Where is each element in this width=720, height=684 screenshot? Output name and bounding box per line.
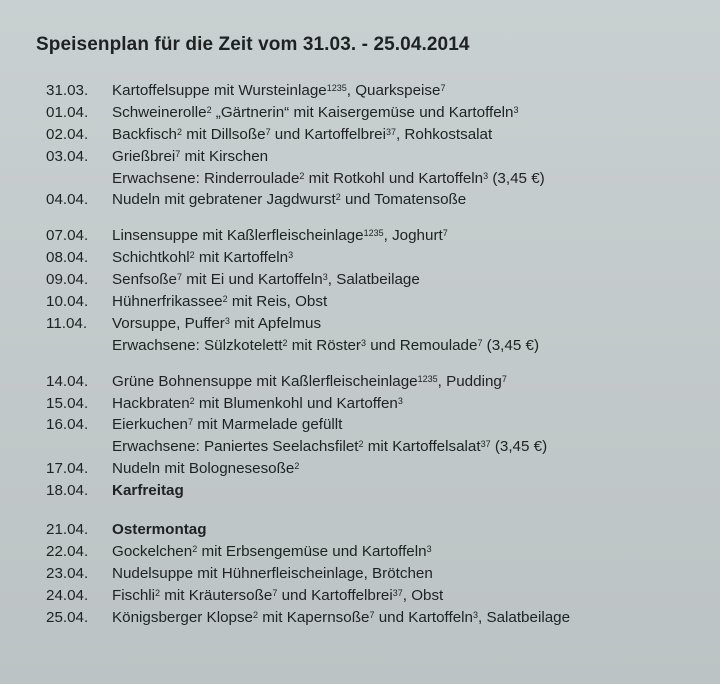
menu-date: 08.04. <box>46 249 89 267</box>
dish-text <box>112 607 706 629</box>
dish-fragment: Linsensuppe mit Kaßlerfleischeinlage <box>112 227 364 245</box>
dish-fragment: (3,45 €) <box>490 438 548 456</box>
menu-row <box>46 393 706 415</box>
menu-row <box>46 585 706 607</box>
dish-text <box>112 563 706 585</box>
menu-row <box>46 225 706 247</box>
menu-row <box>46 563 706 585</box>
allergen-footnote: 2 <box>282 337 288 348</box>
dish-fragment: mit Marmelade gefüllt <box>193 416 343 434</box>
allergen-footnote: 7 <box>265 126 271 137</box>
allergen-footnote: 2 <box>222 294 228 305</box>
dish-fragment: mit Blumenkohl und Kartoffen <box>194 394 398 412</box>
holiday-label <box>112 519 706 541</box>
menu-row <box>46 269 706 291</box>
allergen-footnote: 3 <box>472 609 478 620</box>
dish-fragment: mit Kartoffelsalat <box>363 438 481 456</box>
allergen-footnote: 2 <box>299 170 305 181</box>
menu-row <box>46 607 706 629</box>
allergen-footnote: 2 <box>335 192 341 203</box>
dish-fragment: „Gärtnerin“ mit Kaisergemüse und Kartoffeln <box>211 103 514 121</box>
menu-row-adult-option <box>46 335 706 357</box>
menu-date: 17.04. <box>46 460 89 478</box>
allergen-footnote: 2 <box>358 439 364 450</box>
allergen-footnote: 37 <box>385 126 396 137</box>
dish-fragment: (3,45 €) <box>488 169 545 187</box>
dish-text <box>112 414 706 436</box>
dish-fragment: , Pudding <box>437 372 502 390</box>
menu-date: 16.04. <box>46 416 89 434</box>
allergen-footnote: 2 <box>189 395 195 406</box>
dish-fragment: Nudeln mit Bolognesesoße <box>112 460 295 478</box>
dish-text <box>112 146 706 168</box>
allergen-footnote: 3 <box>397 395 403 406</box>
menu-row-adult-option <box>46 168 706 190</box>
allergen-footnote: 2 <box>294 461 300 472</box>
dish-fragment: Gockelchen <box>112 542 193 560</box>
dish-fragment: Erwachsene: Sülzkotelett <box>112 336 283 354</box>
dish-fragment: Nudeln mit gebratener Jagdwurst <box>112 191 336 209</box>
menu-date: 10.04. <box>46 293 89 311</box>
allergen-footnote: 7 <box>442 228 448 239</box>
menu-date: 02.04. <box>46 125 89 143</box>
menu-row <box>46 541 706 563</box>
dish-fragment: Schweinerolle <box>112 103 207 121</box>
menu-row <box>46 291 706 313</box>
dish-fragment: mit Kräutersoße <box>160 586 273 604</box>
dish-fragment: mit Kirschen <box>180 147 269 165</box>
menu-row <box>46 519 706 541</box>
dish-fragment: Hackbraten <box>112 394 190 412</box>
menu-row-adult-option <box>46 436 706 458</box>
dish-fragment: (3,45 €) <box>482 336 540 354</box>
menu-date: 15.04. <box>46 394 89 412</box>
dish-text <box>112 168 706 190</box>
dish-fragment: mit Reis, Obst <box>227 293 328 311</box>
dish-fragment: Grüne Bohnensuppe mit Kaßlerfleischeinlage <box>112 372 418 390</box>
menu-row <box>46 458 706 480</box>
dish-fragment: , Quarkspeise <box>346 82 441 99</box>
menu-row <box>46 189 706 211</box>
allergen-footnote: 2 <box>155 587 161 598</box>
dish-fragment: Vorsuppe, Puffer <box>112 314 225 332</box>
dish-fragment: Nudelsuppe mit Hühnerfleischeinlage, Brötchen <box>112 564 433 582</box>
allergen-footnote: 7 <box>187 417 193 428</box>
dish-fragment: , Rohkostsalat <box>395 125 493 143</box>
dish-text <box>112 124 706 146</box>
menu-list <box>46 80 706 628</box>
dish-fragment: Kartoffelsuppe mit Wursteinlage <box>112 82 327 99</box>
allergen-footnote: 7 <box>501 373 507 384</box>
dish-text <box>112 335 706 357</box>
dish-text <box>112 541 706 563</box>
dish-text <box>112 371 706 393</box>
dish-fragment: Ostermontag <box>112 521 207 539</box>
dish-text <box>112 313 706 335</box>
allergen-footnote: 37 <box>480 439 491 450</box>
dish-fragment: mit Rotkohl und Kartoffeln <box>304 169 484 187</box>
dish-fragment: und Tomatensoße <box>340 191 467 209</box>
allergen-footnote: 2 <box>189 250 195 261</box>
dish-text <box>112 585 706 607</box>
dish-text <box>112 247 706 269</box>
dish-fragment: , Obst <box>402 586 444 604</box>
menu-date: 21.04. <box>46 521 89 539</box>
menu-date: 31.03. <box>46 82 89 99</box>
menu-date: 25.04. <box>46 608 89 626</box>
dish-fragment: mit Ei und Kartoffeln <box>182 271 323 289</box>
dish-text <box>112 458 706 480</box>
dish-fragment: , Salatbeilage <box>327 271 420 289</box>
dish-fragment: mit Erbsengemüse und Kartoffeln <box>197 542 427 560</box>
dish-fragment: Eierkuchen <box>112 416 188 434</box>
dish-text <box>112 269 706 291</box>
menu-date: 03.04. <box>46 147 89 165</box>
allergen-footnote: 1235 <box>417 373 438 384</box>
dish-fragment: mit Dillsoße <box>182 125 266 143</box>
holiday-label <box>112 480 706 502</box>
dish-fragment: Fischli <box>112 586 156 604</box>
allergen-footnote: 2 <box>192 543 198 554</box>
dish-fragment: und Kartoffelbrei <box>270 125 386 143</box>
menu-row <box>46 146 706 168</box>
allergen-footnote: 1235 <box>326 83 347 93</box>
allergen-footnote: 37 <box>392 587 403 598</box>
menu-row <box>46 80 706 102</box>
dish-text <box>112 189 706 211</box>
menu-row <box>46 124 706 146</box>
menu-date: 24.04. <box>46 586 89 604</box>
allergen-footnote: 2 <box>206 104 212 115</box>
allergen-footnote: 3 <box>322 272 328 283</box>
dish-fragment: mit Röster <box>287 336 361 354</box>
allergen-footnote: 7 <box>177 272 183 283</box>
menu-row <box>46 102 706 124</box>
allergen-footnote: 7 <box>272 587 278 598</box>
menu-date: 07.04. <box>46 227 89 245</box>
dish-fragment: Erwachsene: Rinderroulade <box>112 169 300 187</box>
dish-fragment: Hühnerfrikassee <box>112 293 223 311</box>
menu-date: 22.04. <box>46 542 89 560</box>
dish-text <box>112 393 706 415</box>
allergen-footnote: 3 <box>426 543 432 554</box>
dish-text <box>112 102 706 124</box>
dish-text <box>112 80 706 102</box>
allergen-footnote: 2 <box>177 126 183 137</box>
allergen-footnote: 7 <box>440 83 446 93</box>
menu-date: 14.04. <box>46 372 89 390</box>
page-title: Speisenplan für die Zeit vom 31.03. - 25.04.2014 <box>36 34 470 55</box>
menu-row <box>46 480 706 502</box>
allergen-footnote: 7 <box>477 337 483 348</box>
dish-fragment: mit Kapernsoße <box>258 608 370 626</box>
allergen-footnote: 3 <box>513 104 519 115</box>
allergen-footnote: 3 <box>288 250 294 261</box>
allergen-footnote: 3 <box>360 337 366 348</box>
allergen-footnote: 1235 <box>363 228 384 239</box>
allergen-footnote: 3 <box>483 170 489 181</box>
dish-fragment: Backfisch <box>112 125 177 143</box>
menu-date: 18.04. <box>46 482 89 500</box>
menu-row <box>46 414 706 436</box>
allergen-footnote: 7 <box>369 609 375 620</box>
dish-fragment: Königsberger Klopse <box>112 608 253 626</box>
dish-fragment: , Salatbeilage <box>478 608 571 626</box>
dish-fragment: Senfsoße <box>112 271 178 289</box>
dish-text <box>112 225 706 247</box>
allergen-footnote: 7 <box>175 148 181 159</box>
menu-row <box>46 313 706 335</box>
menu-date: 04.04. <box>46 191 89 209</box>
menu-date: 23.04. <box>46 564 89 582</box>
dish-fragment: und Kartoffeln <box>374 608 473 626</box>
dish-text <box>112 291 706 313</box>
dish-fragment: Erwachsene: Paniertes Seelachsfilet <box>112 438 359 456</box>
dish-fragment: Karfreitag <box>112 482 184 500</box>
menu-date: 11.04. <box>46 314 88 332</box>
dish-fragment: mit Apfelmus <box>229 314 322 332</box>
allergen-footnote: 2 <box>253 609 259 620</box>
dish-text <box>112 436 706 458</box>
menu-date: 01.04. <box>46 103 89 121</box>
dish-fragment: Schichtkohl <box>112 249 190 267</box>
dish-fragment: mit Kartoffeln <box>194 249 289 267</box>
menu-row <box>46 371 706 393</box>
dish-fragment: und Kartoffelbrei <box>277 586 393 604</box>
menu-date: 09.04. <box>46 271 89 289</box>
dish-fragment: , Joghurt <box>383 227 443 245</box>
dish-fragment: und Remoulade <box>365 336 478 354</box>
dish-fragment: Grießbrei <box>112 147 176 165</box>
allergen-footnote: 3 <box>224 315 230 326</box>
menu-row <box>46 247 706 269</box>
